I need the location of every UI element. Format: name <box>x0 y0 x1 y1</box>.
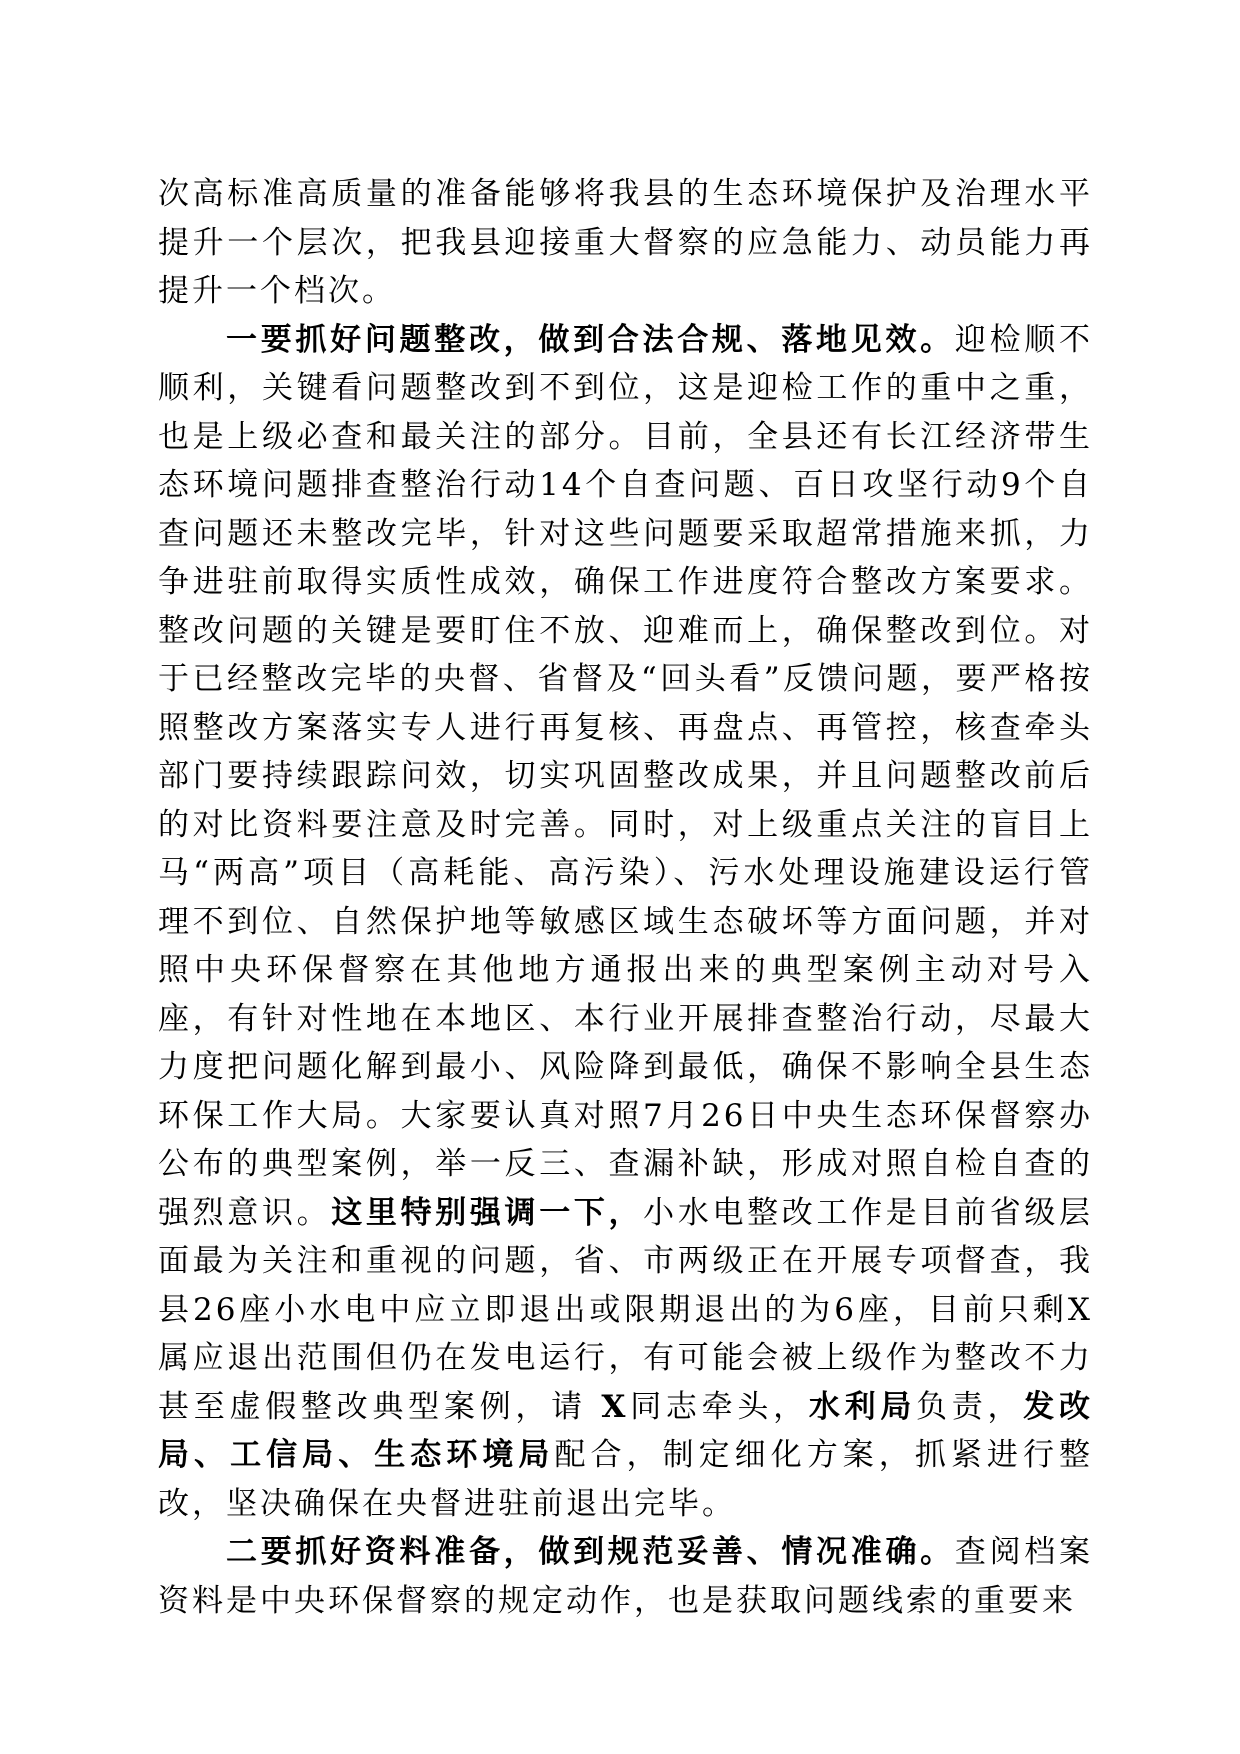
document-page <box>158 170 1093 1625</box>
section-heading-2: 二要抓好资料准备，做到规范妥善、情况准确。 <box>226 1534 955 1570</box>
paragraph-rectification <box>158 316 1093 1529</box>
paragraph-intro <box>158 170 1093 316</box>
emphasis-text: X <box>601 1388 629 1425</box>
emphasis-text: 水利局 <box>808 1388 917 1425</box>
paragraph-materials <box>158 1528 1093 1625</box>
paragraph-text: 查阅档案资料是中央环保督察的规定动作，也是获取问题线索的重要来 <box>158 1534 1093 1619</box>
paragraph-text: 同志牵头， <box>628 1388 809 1425</box>
emphasis-text: 发改局、工信局、生态环境局 <box>158 1388 1094 1473</box>
emphasis-text: 这里特别强调一下， <box>331 1194 644 1231</box>
paragraph-text: 小水电整改工作是目前省级层面最为关注和重视的问题，省、市两级正在开展专项督查，我县26座小水电中应立即退出或限期退出的为6座，目前只剩X属应退出范围但仍在发电运行，有可能会被上级作为整改不力甚至虚假整改典型案例，请 <box>158 1194 1094 1425</box>
paragraph-text: 配合，制定细化方案，抓紧进行整改，坚决确保在央督进驻前退出完毕。 <box>158 1437 1094 1522</box>
paragraph-text: 迎检顺不顺利，关键看问题整改到不到位，这是迎检工作的重中之重，也是上级必查和最关注的部分。目前，全县还有长江经济带生态环境问题排查整治行动14个自查问题、百日攻坚行动9个自查问题还未整改完毕，针对这些问题要采取超常措施来抓，力争进驻前取得实质性成效，确保工作进度符合整改方案要求。整改问题的关键是要盯住不放、迎难而上，确保整改到位。对于已经整改完毕的央督、省督及“回头看”反馈问题，要严格按照整改方案落实专人进行再复核、再盘点、再管控，核查牵头部门要持续跟踪问效，切实巩固整改成果，并且问题整改前后的对比资料要注意及时完善。同时，对上级重点关注的盲目上马“两高”项目（高耗能、高污染）、污水处理设施建设运行管理不到位、自然保护地等敏感区域生态破坏等方面问题，并对照中央环保督察在其他地方通报出来的典型案例主动对号入座，有针对性地在本地区、本行业开展排查整治行动，尽最大力度把问题化解到最小、风险降到最低，确保不影响全县生态环保工作大局。大家要认真对照7月26日中央生态环保督察办公布的典型案例，举一反三、查漏补缺，形成对照自检自查的强烈意识。 <box>158 321 1093 1231</box>
paragraph-text: 次高标准高质量的准备能够将我县的生态环境保护及治理水平提升一个层次，把我县迎接重大督察的应急能力、动员能力再提升一个档次。 <box>158 176 1093 309</box>
section-heading-1: 一要抓好问题整改，做到合法合规、落地见效。 <box>226 321 955 358</box>
paragraph-text: 负责， <box>916 1388 1024 1425</box>
